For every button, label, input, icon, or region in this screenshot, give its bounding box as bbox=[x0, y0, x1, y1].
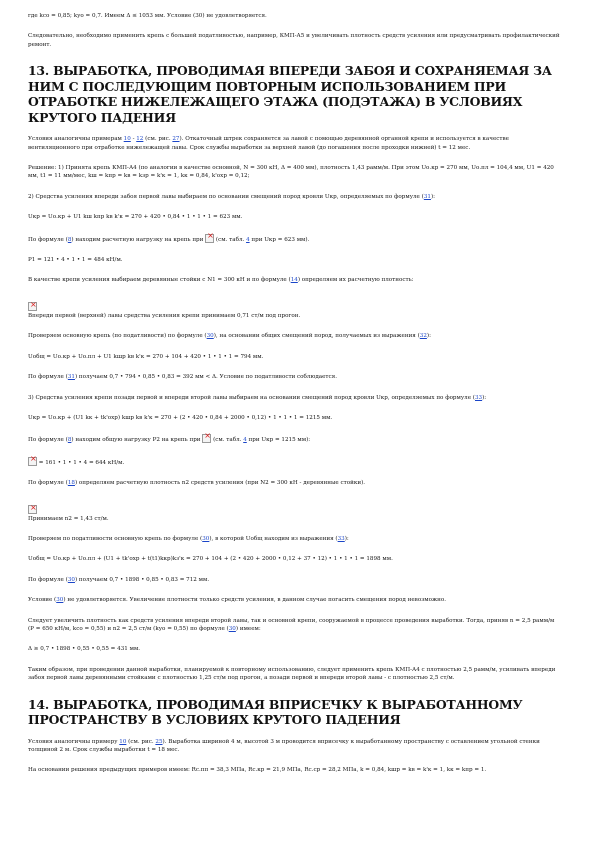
formula-image bbox=[28, 497, 560, 508]
paragraph: Впереди первой (верхней) лавы средства усиления крепи принимаем 0,71 ст/м под прогон. bbox=[28, 312, 301, 319]
broken-image-icon bbox=[28, 302, 37, 311]
formula-link[interactable]: 33 bbox=[474, 394, 483, 401]
formula-link[interactable]: 30 bbox=[206, 333, 214, 340]
formula-link[interactable]: 31 bbox=[67, 374, 75, 381]
paragraph: Условия аналогичны примерам 10 - 12 (см. рис. 27). Откаточный штрек сохраняется за лавой с помощью деревянной органной крепи и используется в качестве вентиляционного при отработке нижележащей лавы. Срок службы выработки за верхней лавой (до погашения после проходки нижней) t = 12 мес. bbox=[28, 136, 509, 151]
formula-link[interactable]: 31 bbox=[423, 193, 431, 200]
section-heading-14: 14. ВЫРАБОТКА, ПРОВОДИМАЯ ВПРИСЕЧКУ К ВЫРАБОТАННОМУ ПРОСТРАНСТВУ В УСЛОВИЯХ КРУТОГО ПАДЕНИЯ bbox=[28, 696, 523, 728]
table-link[interactable]: 4 bbox=[243, 437, 247, 444]
formula-line: Uкр = Uо.кр + U1 kш kпр kв k'к = 270 + 420 • 0,84 • 1 • 1 • 1 = 623 мм. bbox=[28, 214, 243, 221]
paragraph: Условие (30) не удовлетворяется. Увеличение плотности только средств усиления, в данном случае погасить смещения пород невозможно. bbox=[28, 597, 446, 604]
broken-image-icon bbox=[28, 505, 37, 514]
formula-link[interactable]: 14 bbox=[290, 277, 298, 284]
formula-link[interactable]: 30 bbox=[202, 535, 210, 542]
broken-image-icon bbox=[28, 457, 37, 466]
table-link[interactable]: 4 bbox=[246, 236, 250, 243]
paragraph: По формуле (8) находим расчетную нагрузку на крепь при × (см. табл. 4 при Uкр = 623 мм). bbox=[28, 234, 560, 244]
paragraph: На основании решения предыдущих примеров имеем: Rс.пп = 38,3 МПа, Rс.кр = 21,9 МПа, Rс.ср = 28,2 МПа, k = 0,84, kшр = kв = k'к = 1, kк = kпр = 1. bbox=[28, 767, 487, 774]
formula-link[interactable]: 30 bbox=[228, 625, 236, 632]
formula-link[interactable]: 33 bbox=[337, 535, 345, 542]
paragraph: Принимаем n2 = 1,43 ст/м. bbox=[28, 515, 109, 522]
formula-link[interactable]: 8 bbox=[67, 236, 72, 243]
figure-link[interactable]: 25 bbox=[155, 738, 163, 745]
formula-line: Uкр = Uо.кр + (U1 kк + tk'охр) kшр kв k'к = 270 + (2 • 420 • 0,84 + 2000 • 0,12) • 1 • 1 • 1 = 1215 мм. bbox=[28, 414, 333, 421]
paragraph: В качестве крепи усиления выбираем деревянные стойки с N1 = 300 кН и по формуле (14) определяем их расчетную плотность: bbox=[28, 277, 414, 284]
paragraph: где kсо = 0,85; kуо = 0,7. Имеем Δ ≤ 1053 мм. Условие (30) не удовлетворяется. bbox=[28, 13, 267, 19]
paragraph: Следует увеличить плотность как средств усиления впереди второй лавы, так и основной крепи, сооружаемой в процессе проведения выработки. Тогда, приняв n = 2,5 рамм/м (P = 650 кН/м, kсо = 0,55) и n2 = 2,5 ст/м (kуо = 0,55) по формуле (30) имеем: bbox=[28, 617, 555, 632]
paragraph: По формуле (30) получаем 0,7 • 1898 • 0,85 • 0,83 = 712 мм. bbox=[28, 576, 210, 583]
formula-link[interactable]: 32 bbox=[419, 333, 427, 340]
paragraph: Таким образом, при проведении данной выработки, планируемой к повторному использованию, следует применить крепь КМП-А4 с плотностью 2,5 рамм/м, усиливать впереди забоя первой лавы деревянными стойками с плотностью 1,25 ст/м под прогон, а позади первой и впереди второй лавы - с плотностью 2,5 ст/м. bbox=[28, 666, 556, 682]
paragraph: Решение: 1) Принята крепь КМП-А4 (по аналогии в качестве основной, N = 300 кН, Δ = 400 мм), плотность 1,43 рамм/м. При этом Uо.кр = 270 мм, Uо.пл = 104,4 мм, U1 = 420 мм, t1 = 11 мм/мес, kш = kпр = kв = kзр = k'к = 1, kк = 0,84, k'охр = 0,12; bbox=[28, 165, 554, 180]
paragraph: По формуле (8) находим общую нагрузку P2 на крепь при × (см. табл. 4 при Uкр = 1215 мм): bbox=[28, 434, 560, 444]
formula-image bbox=[28, 294, 560, 305]
formula-line: Uобщ = Uо.кр + Uо.пл + (U1 + tk'охр + t(t1)kкр)kз'к = 270 + 104 + (2 • 420 + 2000 • 0,12 + 37 • 12) • 1 • 1 • 1 = 1898 мм. bbox=[28, 556, 393, 563]
broken-image-icon bbox=[202, 434, 211, 443]
paragraph: 2) Средства усиления впереди забоя первой лавы выбираем по основании смещений пород кровли Uкр, определяемых по формуле (31): bbox=[28, 193, 436, 200]
formula-line: Δ ≥ 0,7 • 1898 • 0,55 • 0,55 = 431 мм. bbox=[28, 646, 141, 653]
paragraph: Условия аналогичны примеру 10 (см. рис. 25). Выработка шириной 4 м, высотой 3 м проводится вприсечку к выработанному пространству с оставлением угольной стенки толщиной 2 м. Срок службы выработки t = 18 мес. bbox=[28, 738, 540, 753]
formula-line: Uобщ = Uо.кр + Uо.пл + U1 kшр kв k'к = 270 + 104 + 420 • 1 • 1 • 1 = 794 мм. bbox=[28, 353, 264, 360]
reference-link[interactable]: 10 bbox=[119, 738, 127, 745]
section-heading-13: 13. ВЫРАБОТКА, ПРОВОДИМАЯ ВПЕРЕДИ ЗАБОЯ И СОХРАНЯЕМАЯ ЗА НИМ С ПОСЛЕДУЮЩИМ ПОВТОРНЫМ ИСПОЛЬЗОВАНИЕМ ПРИ ОТРАБОТКЕ НИЖЕЛЕЖАЩЕГО ЭТАЖА (ПОДЭТАЖА) В УСЛОВИЯХ КРУТОГО ПАДЕНИЯ bbox=[28, 63, 552, 125]
formula-link[interactable]: 18 bbox=[67, 480, 75, 487]
paragraph: 3) Средства усиления крепи позади первой и впереди второй лавы выбираем на основании смещений пород кровли Uкр, определяемых по формуле (33): bbox=[28, 394, 487, 401]
broken-image-icon bbox=[205, 234, 214, 243]
paragraph: По формуле (31) получаем 0,7 • 794 • 0,85 • 0,83 = 392 мм < Δ. Условие по податливости соблюдается. bbox=[28, 374, 337, 381]
formula-link[interactable]: 8 bbox=[67, 437, 72, 444]
formula-line: × = 161 • 1 • 1 • 4 = 644 кН/м. bbox=[28, 457, 560, 467]
formula-link[interactable]: 30 bbox=[67, 576, 75, 583]
reference-link[interactable]: 10 bbox=[123, 136, 131, 143]
paragraph: Проверяем основную крепь (по податливости) по формуле (30), на основании общих смещений пород, получаемых из выражения (32): bbox=[28, 333, 431, 340]
reference-link[interactable]: 12 bbox=[136, 136, 144, 143]
figure-link[interactable]: 27 bbox=[172, 136, 180, 143]
paragraph: Проверяем по податливости основную крепь по формуле (30), в которой Uобщ находим из выражения (33): bbox=[28, 535, 349, 542]
paragraph: Следовательно, необходимо применить крепь с большей податливостью, например, КМП-А5 и увеличивать плотность средств усиления или предусматривать профилактический ремонт. bbox=[28, 33, 560, 48]
paragraph: По формуле (18) определяем расчетную плотность n2 средств усиления (при N2 = 300 кН - деревянные стойки). bbox=[28, 480, 366, 487]
formula-line: P1 = 121 • 4 • 1 • 1 = 484 кН/м. bbox=[28, 257, 123, 264]
formula-link[interactable]: 30 bbox=[56, 597, 64, 604]
